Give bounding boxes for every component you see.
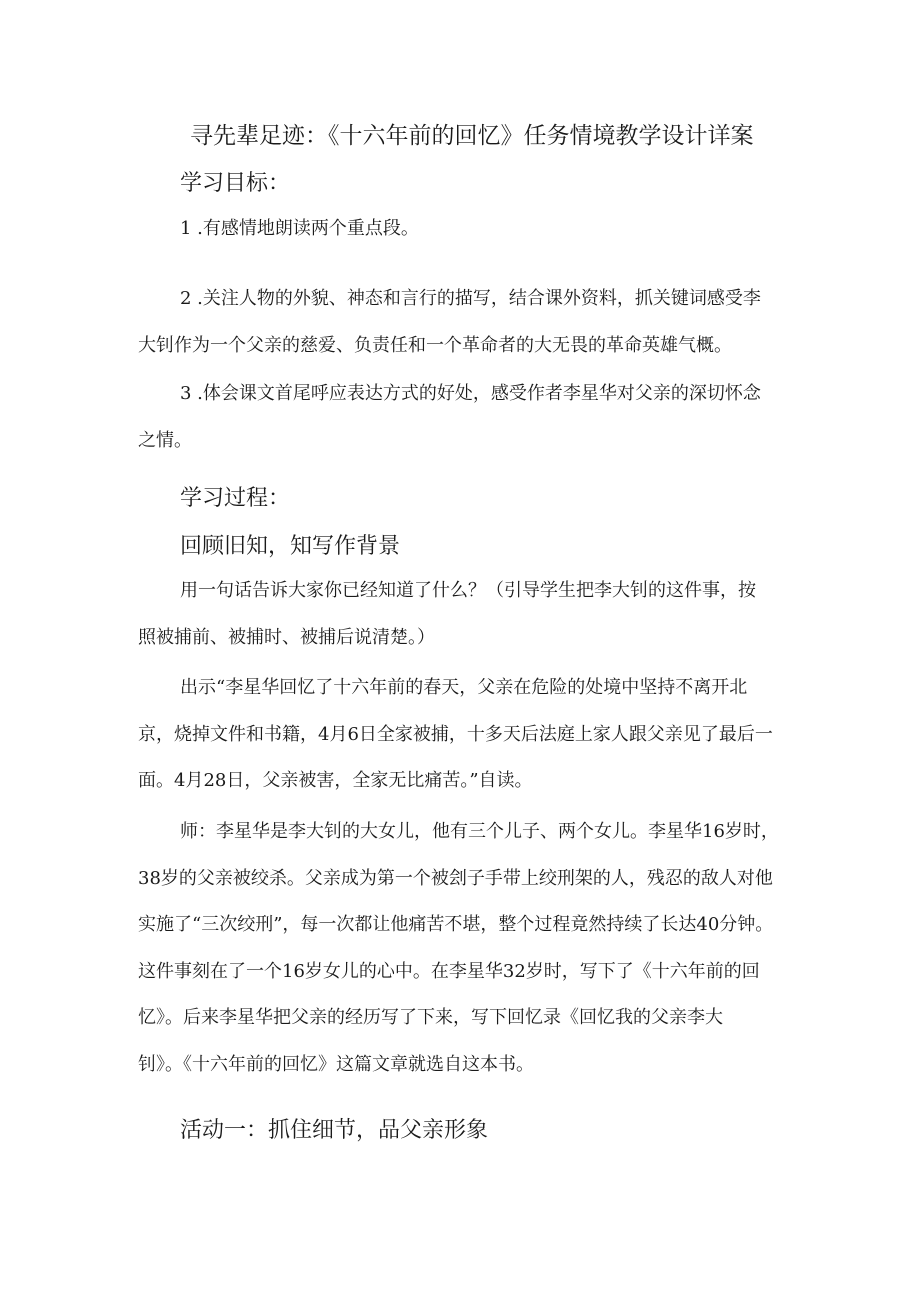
objective-3-line-1: 3 .体会课文首尾呼应表达方式的好处，感受作者李星华对父亲的深切怀念 [180,383,761,404]
objective-3-line-2: 之情。 [138,429,192,451]
objective-2-line-1: 2 .关注人物的外貌、神态和言行的描写，结合课外资料，抓关键词感受李 [180,288,761,309]
paragraph-2 [138,665,798,805]
paragraph-3 [138,809,798,1088]
process-heading: 学习过程： [180,486,291,511]
document-title: 寻先辈足迹：《十六年前的回忆》任务情境教学设计详案 [190,123,754,149]
paragraph-2-line-1: 出示“李星华回忆了十六年前的春天，父亲在危险的处境中坚持不离开北 [180,677,748,698]
paragraph-3-line-2: 38岁的父亲被绞杀。父亲成为第一个被刽子手带上绞刑架的人，残忍的敌人对他 [138,867,773,889]
objective-item-1 [138,206,798,253]
objective-item-3 [138,371,798,464]
paragraph-3-line-6: 钊》。《十六年前的回忆》这篇文章就选自这本书。 [138,1053,534,1075]
objectives-heading: 学习目标： [180,171,291,196]
paragraph-2-line-3: 面。4月28日，父亲被害，全家无比痛苦。”自读。 [138,770,533,791]
paragraph-1-line-1: 用一句话告诉大家你已经知道了什么？（引导学生把李大钊的这件事，按 [180,580,756,601]
objective-2-line-2: 大钊作为一个父亲的慈爱、负责任和一个革命者的大无畏的革命英雄气概。 [138,334,732,356]
section-1-heading: 回顾旧知，知写作背景 [180,534,401,559]
paragraph-3-line-5: 忆》。后来李星华把父亲的经历写了下来，写下回忆录《回忆我的父亲李大 [138,1007,723,1028]
paragraph-3-line-4: 这件事刻在了一个16岁女儿的心中。在李星华32岁时，写下了《十六年前的回 [138,960,760,982]
objective-item-2 [138,276,798,369]
paragraph-1-line-2: 照被捕前、被捕时、被捕后说清楚。） [138,626,435,648]
objective-1-line-1: 1 .有感情地朗读两个重点段。 [180,218,419,239]
paragraph-3-line-3: 实施了“三次绞刑”，每一次都让他痛苦不堪，整个过程竟然持续了长达40分钟。 [138,914,774,935]
section-2-heading: 活动一：抓住细节，品父亲形象 [180,1118,489,1143]
paragraph-1 [138,568,798,661]
paragraph-3-line-1: 师：李星华是李大钊的大女儿，他有三个儿子、两个女儿。李星华16岁时， [180,821,779,842]
paragraph-2-line-2: 京，烧掉文件和书籍，4月6日全家被捕，十多天后法庭上家人跟父亲见了最后一 [138,723,773,745]
